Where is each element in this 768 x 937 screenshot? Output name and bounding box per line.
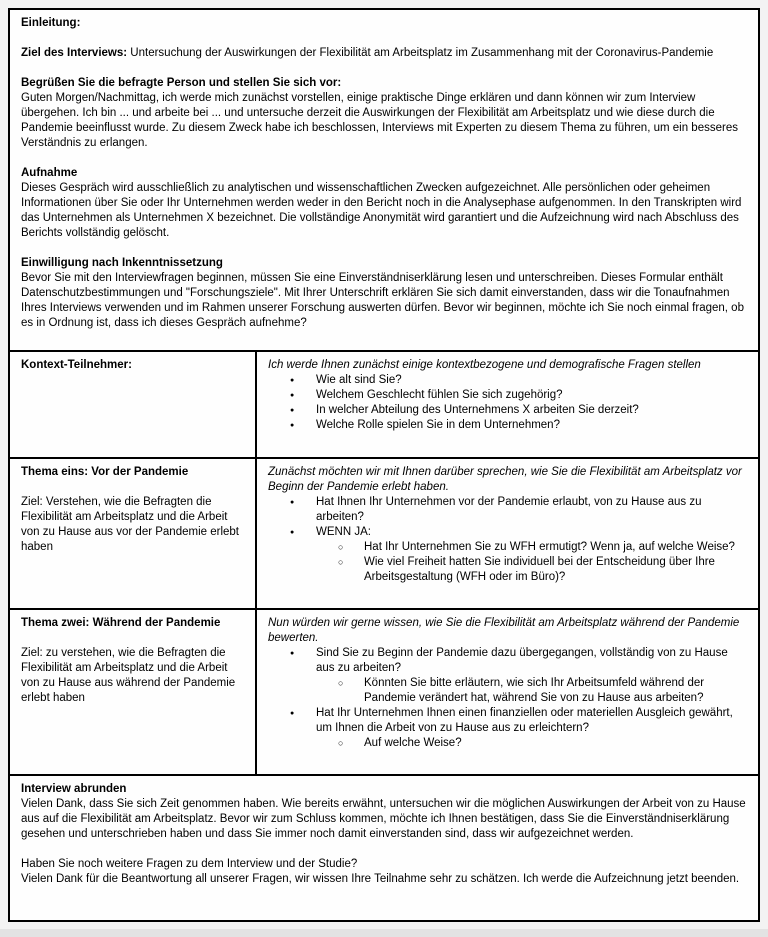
closing-para-2: Haben Sie noch weitere Fragen zu dem Interview und der Studie? (21, 858, 358, 870)
aufnahme-heading: Aufnahme (21, 167, 78, 179)
einwilligung-heading: Einwilligung nach Inkenntnissetzung (21, 257, 223, 269)
context-row-questions-cell (256, 351, 759, 458)
theme-one-label-cell (9, 458, 256, 609)
theme-two-question-list (268, 646, 747, 751)
theme-one-question-list (268, 495, 747, 585)
page-bottom-edge (0, 929, 768, 937)
context-row-label-cell (9, 351, 256, 458)
sub-question-list (316, 676, 747, 706)
einleitung-label: Einleitung: (21, 17, 81, 29)
question-item: ● In welcher Abteilung des Unternehmens X arbeiten Sie derzeit? (268, 403, 747, 418)
closing-para-3: Vielen Dank für die Beantwortung all unserer Fragen, wir wissen Ihre Teilnahme sehr zu schätzen. Ich werde die Aufzeichnung jetzt beenden. (21, 873, 740, 885)
intro-cell (9, 9, 759, 351)
einwilligung-text: Bevor Sie mit den Interviewfragen beginnen, müssen Sie eine Einverständniserklärung lesen und unterschreiben. Dieses Formular enthält Datenschutzbestimmungen und "Forschungsziele". Mit Ihrer Unterschrift erklären Sie sich damit einverstanden, dass wir die Tonaufnahmen Ihres Interviews verwenden und im Rahmen unserer Forschung auswerten dürfen. Bevor wir beginnen, möchte ich Sie noch einmal fragen, ob es in Ordnung ist, dass ich dieses Gespräch aufnehme? (21, 272, 744, 329)
theme-two-title: Thema zwei: Während der Pandemie (21, 617, 221, 629)
sub-question-item: ○ Könnten Sie bitte erläutern, wie sich Ihr Arbeitsumfeld während der Pandemie verändert hat, während Sie von zu Hause aus arbeiten? (316, 676, 747, 706)
ziel-label: Ziel des Interviews: (21, 47, 128, 59)
question-text: Sind Sie zu Beginn der Pandemie dazu übergegangen, vollständig von zu Hause aus zu arbeiten? (316, 647, 728, 674)
question-text: WENN JA: (316, 526, 371, 538)
closing-cell (9, 775, 759, 921)
aufnahme-text: Dieses Gespräch wird ausschließlich zu analytischen und wissenschaftlichen Zwecken aufgezeichnet. Alle persönlichen oder geheimen Informationen über Sie oder Ihr Unternehmen werden weder in den Bericht noch in die Analysephase aufgenommen. In den Transkripten wird das Unternehmen als Unternehmen X bezeichnet. Die vollständige Anonymität wird garantiert und die Aufzeichnung wird nach Abschluss des Berichts vollständig gelöscht. (21, 182, 742, 239)
theme-one-title: Thema eins: Vor der Pandemie (21, 466, 189, 478)
closing-para-1: Vielen Dank, dass Sie sich Zeit genommen haben. Wie bereits erwähnt, untersuchen wir die möglichen Auswirkungen der Arbeit von zu Hause aus auf die Flexibilität am Arbeitsplatz. Bevor wir zum Schluss kommen, möchte ich Ihnen bestätigen, dass Sie die Einverständniserklärung gesehen und unterschrieben haben und dass Sie immer noch damit einverstanden sind, dass wir aufgezeichnet werden. (21, 798, 746, 840)
question-item: ● Welchem Geschlecht fühlen Sie sich zugehörig? (268, 388, 747, 403)
theme-two-goal: Ziel: zu verstehen, wie die Befragten die Flexibilität am Arbeitsplatz und die Arbeit von zu Hause aus während der Pandemie erlebt haben (21, 647, 236, 704)
closing-heading: Interview abrunden (21, 783, 127, 795)
question-item (268, 646, 747, 706)
question-text: Hat Ihr Unternehmen Ihnen einen finanziellen oder materiellen Ausgleich gewährt, um Ihnen die Arbeit von zu Hause aus zu erleichtern? (316, 707, 733, 734)
interview-goal-line (21, 46, 747, 61)
question-item: ● Welche Rolle spielen Sie in dem Unternehmen? (268, 418, 747, 433)
context-row-title: Kontext-Teilnehmer: (21, 359, 132, 371)
theme-one-questions-cell (256, 458, 759, 609)
sub-question-list (316, 736, 747, 751)
question-item: ● Hat Ihnen Ihr Unternehmen vor der Pandemie erlaubt, von zu Hause aus zu arbeiten? (268, 495, 747, 525)
sub-question-item: ○ Wie viel Freiheit hatten Sie individuell bei der Entscheidung über Ihre Arbeitsgestaltung (WFH oder im Büro)? (316, 555, 747, 585)
question-item (268, 525, 747, 585)
context-intro: Ich werde Ihnen zunächst einige kontextbezogene und demografische Fragen stellen (268, 359, 701, 371)
theme-two-questions-cell (256, 609, 759, 775)
sub-question-list (316, 540, 747, 585)
theme-one-goal: Ziel: Verstehen, wie die Befragten die Flexibilität am Arbeitsplatz und die Arbeit von zu Hause aus vor der Pandemie erlebt haben (21, 496, 239, 553)
begruessen-heading: Begrüßen Sie die befragte Person und stellen Sie sich vor: (21, 77, 342, 89)
question-item: ● Wie alt sind Sie? (268, 373, 747, 388)
einleitung-heading (21, 16, 747, 31)
interview-guide-table (8, 8, 760, 922)
question-item (268, 706, 747, 751)
sub-question-item: ○ Hat Ihr Unternehmen Sie zu WFH ermutigt? Wenn ja, auf welche Weise? (316, 540, 747, 555)
theme-two-label-cell (9, 609, 256, 775)
sub-question-item: ○ Auf welche Weise? (316, 736, 747, 751)
theme-two-intro: Nun würden wir gerne wissen, wie Sie die Flexibilität am Arbeitsplatz während der Pandemie bewerten. (268, 617, 740, 644)
context-question-list (268, 373, 747, 433)
ziel-text: Untersuchung der Auswirkungen der Flexibilität am Arbeitsplatz im Zusammenhang mit der Coronavirus-Pandemie (127, 47, 714, 59)
theme-one-intro: Zunächst möchten wir mit Ihnen darüber sprechen, wie Sie die Flexibilität am Arbeitsplatz vor Beginn der Pandemie erlebt haben. (268, 466, 742, 493)
begruessen-text: Guten Morgen/Nachmittag, ich werde mich zunächst vorstellen, einige praktische Dinge erklären und dann können wir zum Interview übergehen. Ich bin ... und arbeite bei ... und untersuche derzeit die Auswirkungen der Flexibilität am Arbeitsplatz und wie diese durch die Pandemie beeinflusst wurde. Zu diesem Zweck habe ich beschlossen, Interviews mit Experten zu diesem Thema zu führen, um ein besseres Verständnis zu erlangen. (21, 92, 738, 149)
